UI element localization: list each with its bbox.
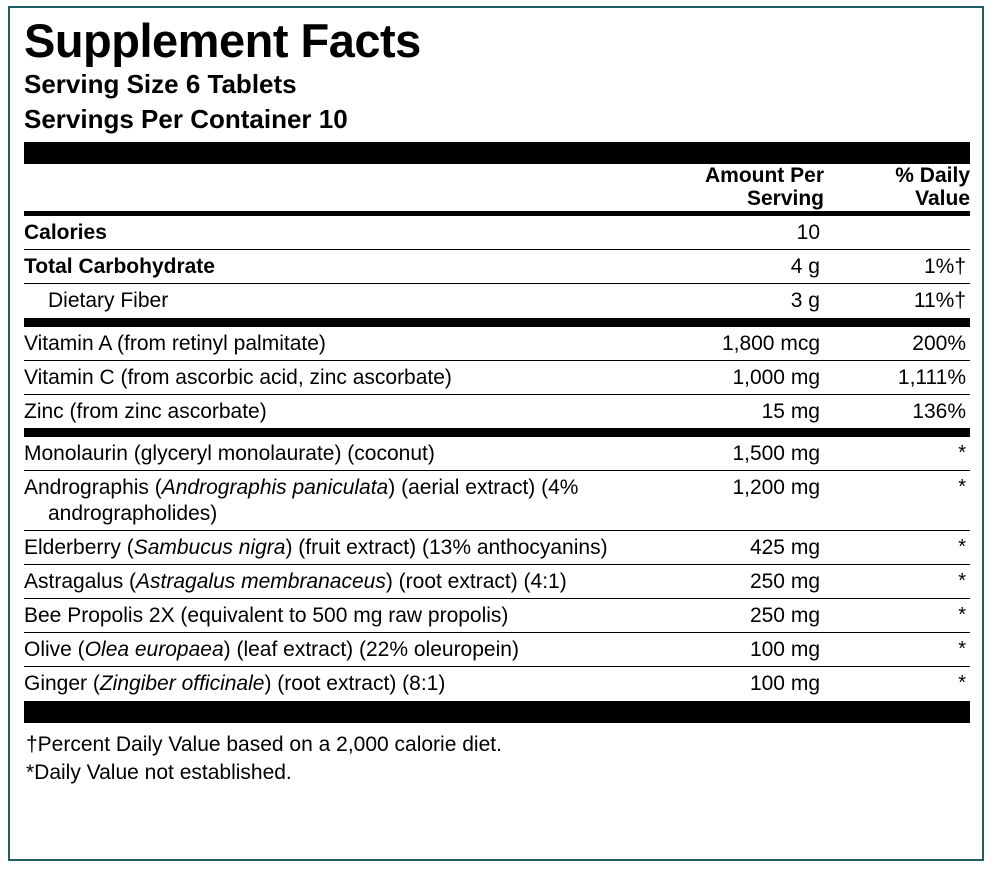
row-dv: 1%† [824,250,970,284]
row-dv: * [824,564,970,598]
footnotes [24,731,970,788]
page-title: Supplement Facts [24,14,421,67]
section-bar-1 [24,318,970,327]
nutrition-table [24,142,970,723]
table-row [24,667,970,701]
row-dv: 200% [824,327,970,361]
table-row [24,216,970,250]
row-amount: 15 mg [761,399,820,423]
row-amount: 250 mg [644,599,824,633]
table-row [24,564,970,598]
table-row [24,250,970,284]
row-dv: 136% [912,399,966,423]
header-amount-per-serving [644,164,824,214]
footnote-dv-not-established: *Daily Value not established. [26,760,292,784]
row-amount: 1,000 mg [644,360,824,394]
serving-size: Serving Size 6 Tablets [24,69,297,100]
table-row [24,530,970,564]
header-amount-line2: Serving [746,187,824,211]
row-label: Bee Propolis 2X (equivalent to 500 mg raw propolis) [24,599,644,633]
row-dv: * [824,437,970,471]
row-label: Calories [24,216,644,250]
row-dv: 1,111% [824,360,970,394]
table-row [24,599,970,633]
top-bar [24,142,970,164]
row-amount: 1,800 mcg [644,327,824,361]
header-dv-line1: % Daily [895,163,970,187]
row-dv: * [824,530,970,564]
section-bar-2 [24,428,970,437]
row-label: Andrographis (Andrographis paniculata) (aerial extract) (4% andrographolides) [24,471,644,530]
row-dv [824,216,970,250]
supplement-facts-panel [8,6,984,861]
footnote-daily-value-percent: †Percent Daily Value based on a 2,000 calorie diet. [26,732,502,756]
table-row [24,360,970,394]
row-label: Vitamin C (from ascorbic acid, zinc ascorbate) [24,360,644,394]
row-label: Total Carbohydrate [24,250,644,284]
table-row [24,327,970,361]
row-amount: 3 g [790,289,820,313]
table-row [24,394,970,428]
row-amount: 1,500 mg [644,437,824,471]
row-label: Ginger (Zingiber officinale) (root extract) (8:1) [24,672,446,696]
row-label: Monolaurin (glyceryl monolaurate) (coconut) [24,437,644,471]
row-dv: * [824,471,970,530]
row-label: Elderberry (Sambucus nigra) (fruit extract) (13% anthocyanins) [24,530,644,564]
row-amount: 1,200 mg [644,471,824,530]
servings-per-container: Servings Per Container 10 [24,103,348,134]
row-dv: * [824,599,970,633]
row-label: Dietary Fiber [48,289,169,313]
table-row [24,437,970,471]
bottom-bar [24,701,970,723]
header-amount-line1: Amount Per [704,163,824,187]
row-amount: 4 g [644,250,824,284]
row-label: Olive (Olea europaea) (leaf extract) (22% oleuropein) [24,633,644,667]
header-dv-line2: Value [915,187,970,211]
table-row [24,633,970,667]
row-amount: 425 mg [644,530,824,564]
row-label: Vitamin A (from retinyl palmitate) [24,327,644,361]
row-dv: * [824,633,970,667]
row-label: Astragalus (Astragalus membranaceus) (root extract) (4:1) [24,564,644,598]
row-dv: * [958,672,966,695]
header-blank [24,164,644,214]
table-header-row [24,164,970,214]
row-amount: 10 [644,216,824,250]
table-row [24,284,970,318]
table-row [24,471,970,530]
header-daily-value [824,164,970,214]
row-amount: 100 mg [749,672,820,696]
label-content [24,16,970,787]
row-amount: 100 mg [644,633,824,667]
row-amount: 250 mg [644,564,824,598]
row-dv: 11%† [913,289,966,313]
row-label: Zinc (from zinc ascorbate) [24,399,267,423]
